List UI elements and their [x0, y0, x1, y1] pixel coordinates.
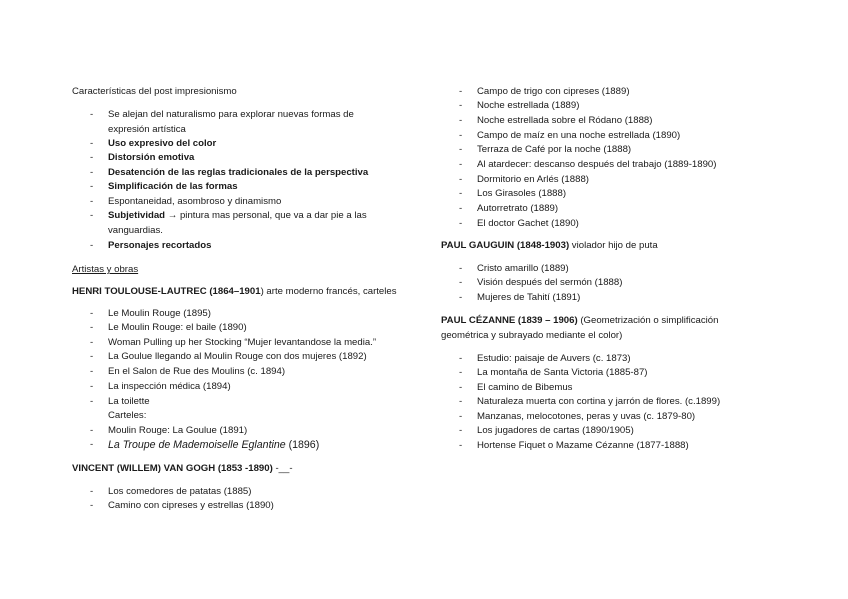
artist-heading-lautrec: HENRI TOULOUSE-LAUTREC (1864–1901) arte moderno francés, carteles — [72, 286, 397, 297]
bullet-dash: - — [459, 188, 463, 199]
bullet-dash: - — [90, 196, 94, 207]
bullet-dash: - — [459, 218, 463, 229]
bullet-dash: - — [90, 381, 94, 392]
bullet-dash: - — [459, 440, 463, 451]
bullet-dash: - — [459, 425, 463, 436]
artist-heading-gauguin: PAUL GAUGUIN (1848-1903) violador hijo de puta — [441, 240, 658, 251]
bullet-dash: - — [459, 144, 463, 155]
bullet-dash: - — [459, 159, 463, 170]
bullet-dash: - — [90, 322, 94, 333]
bullet-dash: - — [90, 152, 94, 163]
bullet-dash: - — [459, 353, 463, 364]
bullet-dash: - — [90, 240, 94, 251]
bullet-dash: - — [459, 174, 463, 185]
bullet-dash: - — [459, 277, 463, 288]
bullet-dash: - — [459, 367, 463, 378]
bullet-dash: - — [90, 486, 94, 497]
bullet-dash: - — [90, 181, 94, 192]
bullet-dash: - — [90, 138, 94, 149]
bullet-dash: - — [459, 130, 463, 141]
bullet-dash: - — [90, 396, 94, 407]
bullet-dash: - — [459, 292, 463, 303]
bullet-dash: - — [90, 439, 94, 450]
bullet-dash: - — [459, 411, 463, 422]
bullet-dash: - — [459, 86, 463, 97]
bullet-dash: - — [90, 337, 94, 348]
bullet-dash: - — [90, 308, 94, 319]
bullet-dash: - — [90, 351, 94, 362]
bullet-dash: - — [459, 100, 463, 111]
artists-heading: Artistas y obras — [72, 264, 139, 275]
bullet-dash: - — [459, 263, 463, 274]
artist-heading-vangogh: VINCENT (WILLEM) VAN GOGH (1853 -1890) -__- — [72, 463, 293, 474]
bullet-dash: - — [90, 425, 94, 436]
bullet-dash: - — [459, 396, 463, 407]
document-page: Características del post impresionismo - Se alejan del naturalismo para explorar nuevas formas de expresión artística - Uso expresivo del color - Distorsión emotiva - Desatención de las reglas tradicionales de la perspectiva - Simplificación de las formas - Espontaneidad, asombroso y dinamismo - Subjetividad → pintura mas personal, que va a dar pie a las vanguardias. - Personajes recortados Artistas y obras HENRI TOULOUSE-LAUTREC (1864–1901) arte moderno francés, carteles - Le Moulin Rouge (1895) - Le Moulin Rouge: el baile (1890) - Woman Pulling up her Stocking “Mujer levantandose la media.” - La Goulue llegando al Moulin Rouge con dos mujeres (1892) - En el Salon de Rue des Moulins (c. 1894) - La inspección médica (1894) - La toilette Carteles: - Moulin Rouge: La Goulue (1891) - La Troupe de Mademoiselle Eglantine (1896) VINCENT (WILLEM) VAN GOGH (1853 -1890) -__- - Los comedores de patatas (1885) - Camino con cipreses y estrellas (1890) - Campo de trigo con cipreses (1889) - Noche estrellada (1889) - Noche estrellada sobre el Ródano (1888) - Campo de maíz en una noche estrellada (1890) - Terraza de Café por la noche (1888) - Al atardecer: descanso después del trabajo (1889-1890) - Dormitorio en Arlés (1888) - Los Girasoles (1888) - Autorretrato (1889) - El doctor Gachet (1890) PAUL GAUGUIN (1848-1903) violador hijo de puta - Cristo amarillo (1889) - Visión después del sermón (1888) - Mujeres de Tahití (1891) PAUL CÉZANNE (1839 – 1906) (Geometrización o simplificación geométrica y subrayado mediante el color) - Estudio: paisaje de Auvers (c. 1873) - La montaña de Santa Victoria (1885-87) - El camino de Bibemus - Naturaleza muerta con cortina y jarrón de flores. (c.1899) - Manzanas, melocotones, peras y uvas (c. 1879-80) - Los jugadores de cartas (1890/1905) - Hortense Fiquet o Mazame Cézanne (1877-1888) — [0, 0, 848, 599]
bullet-dash: - — [90, 500, 94, 511]
bullet-dash: - — [90, 167, 94, 178]
section-heading: Características del post impresionismo — [72, 86, 237, 97]
artist-description: geométrica y subrayado mediante el color) — [441, 330, 623, 341]
bullet-dash: - — [90, 109, 94, 120]
bullet-dash: - — [459, 203, 463, 214]
posters-label: Carteles: — [108, 410, 147, 421]
bullet-dash: - — [459, 115, 463, 126]
bullet-dash: - — [90, 210, 94, 221]
bullet-dash: - — [459, 382, 463, 393]
artist-heading-cezanne: PAUL CÉZANNE (1839 – 1906) (Geometrización o simplificación — [441, 315, 719, 326]
bullet-dash: - — [90, 366, 94, 377]
